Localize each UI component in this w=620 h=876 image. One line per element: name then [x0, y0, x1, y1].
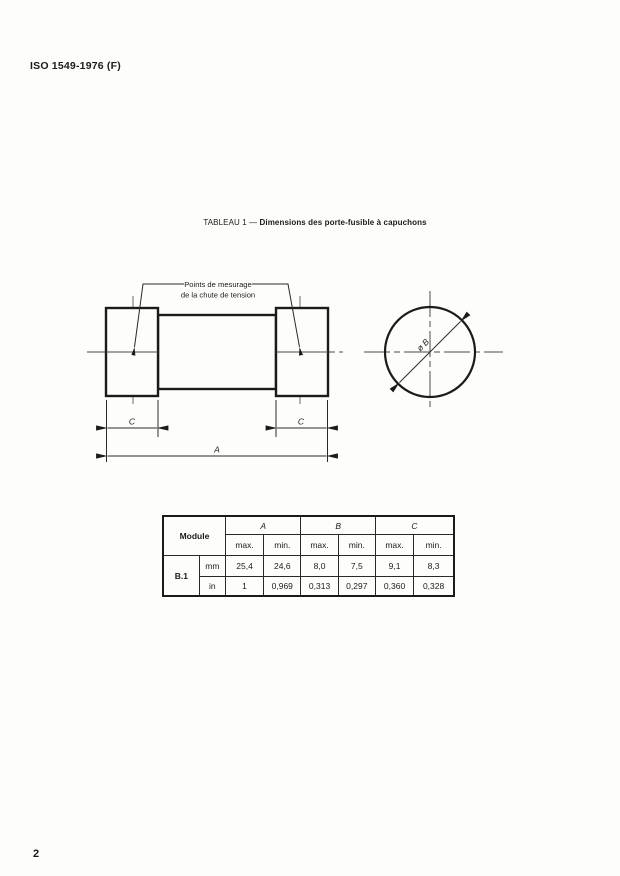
value-in-c-max: 0,360 [375, 577, 413, 597]
module-header-cell: Module [163, 516, 225, 556]
unit-cell-in: in [199, 577, 225, 597]
table-row-in [163, 577, 454, 597]
group-header-a: A [225, 516, 301, 535]
table-row-mm [163, 556, 454, 577]
dimensions-table [162, 515, 455, 597]
table-title-main: Dimensions des porte-fusible à capuchons [259, 218, 427, 227]
subheader-b-max: max. [301, 535, 338, 556]
value-mm-c-max: 9,1 [375, 556, 413, 577]
subheader-b-min: min. [338, 535, 375, 556]
table-row-groups [163, 516, 454, 535]
dim-label-a: A [214, 444, 220, 455]
value-in-b-max: 0,313 [301, 577, 338, 597]
doc-reference: ISO 1549-1976 (F) [30, 60, 121, 72]
group-header-b: B [301, 516, 376, 535]
subheader-c-min: min. [414, 535, 454, 556]
unit-cell-mm: mm [199, 556, 225, 577]
page-number: 2 [33, 848, 40, 860]
measurement-annotation-line2: de la chute de tension [180, 290, 256, 300]
value-in-a-max: 1 [225, 577, 263, 597]
subheader-a-min: min. [264, 535, 301, 556]
table-title-prefix: TABLEAU 1 — [203, 218, 260, 227]
value-in-c-min: 0,328 [414, 577, 454, 597]
subheader-a-max: max. [225, 535, 263, 556]
value-mm-a-min: 24,6 [264, 556, 301, 577]
dim-label-diameter-b: ø B [414, 336, 432, 354]
value-mm-c-min: 8,3 [414, 556, 454, 577]
value-mm-b-max: 8,0 [301, 556, 338, 577]
value-in-b-min: 0,297 [338, 577, 375, 597]
module-label-cell: B.1 [163, 556, 199, 597]
dim-label-c-right: C [297, 416, 305, 427]
measurement-annotation-line1: Points de mesurage [184, 280, 252, 289]
value-in-a-min: 0,969 [264, 577, 301, 597]
fuse-body-outline [158, 315, 276, 389]
value-mm-b-min: 7,5 [338, 556, 375, 577]
subheader-c-max: max. [375, 535, 413, 556]
dim-label-c-left: C [128, 416, 136, 427]
group-header-c: C [375, 516, 454, 535]
value-mm-a-max: 25,4 [225, 556, 263, 577]
